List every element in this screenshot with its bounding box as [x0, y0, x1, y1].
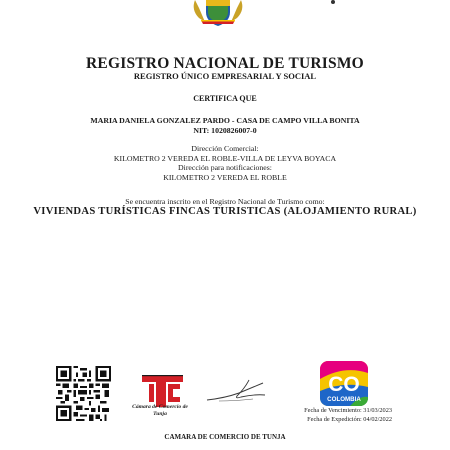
registration-category: VIVIENDAS TURÍSTICAS FINCAS TURISTICAS (ALOJAMIENTO RURAL) [33, 206, 417, 217]
notification-address-value: KILOMETRO 2 VEREDA EL ROBLE [163, 172, 287, 182]
chamber-of-commerce-logo-icon [140, 372, 185, 408]
colombia-brand-icon [320, 361, 368, 406]
qr-code-icon [56, 366, 111, 421]
brand-word: COLOMBIA [327, 396, 361, 403]
coat-of-arms-icon [189, 0, 247, 26]
expiration-date: Fecha de Vencimiento: 31/03/2023 [304, 407, 392, 414]
brand-letters: CO [328, 373, 360, 396]
signature-icon [205, 374, 273, 412]
document-title: REGISTRO NACIONAL DE TURISMO [86, 55, 364, 72]
issue-date: Fecha de Expedición: 04/02/2022 [307, 415, 392, 423]
chamber-name: Cámara de Comercio de Tunja [132, 404, 188, 417]
commercial-address-value: KILOMETRO 2 VEREDA EL ROBLE-VILLA DE LEYVA BOYACA [113, 153, 337, 163]
corner-mark [331, 0, 335, 4]
registration-statement: Se encuentra inscrito en el Registro Nacional de Turismo como: [125, 197, 325, 206]
certifies-heading: CERTIFICA QUE [193, 94, 257, 103]
notification-address-label: Dirección para notificaciones: [178, 163, 272, 172]
holder-nit: NIT: 1020826007-0 [193, 126, 257, 135]
colombia-brand-logo [320, 361, 368, 406]
validity-dates [282, 407, 392, 424]
footer-issuer: CAMARA DE COMERCIO DE TUNJA [164, 433, 286, 441]
document-subtitle: REGISTRO ÚNICO EMPRESARIAL Y SOCIAL [133, 71, 317, 81]
commercial-address-label: Dirección Comercial: [191, 144, 259, 153]
holder-name: MARIA DANIELA GONZALEZ PARDO - CASA DE CAMPO VILLA BONITA [90, 116, 360, 125]
